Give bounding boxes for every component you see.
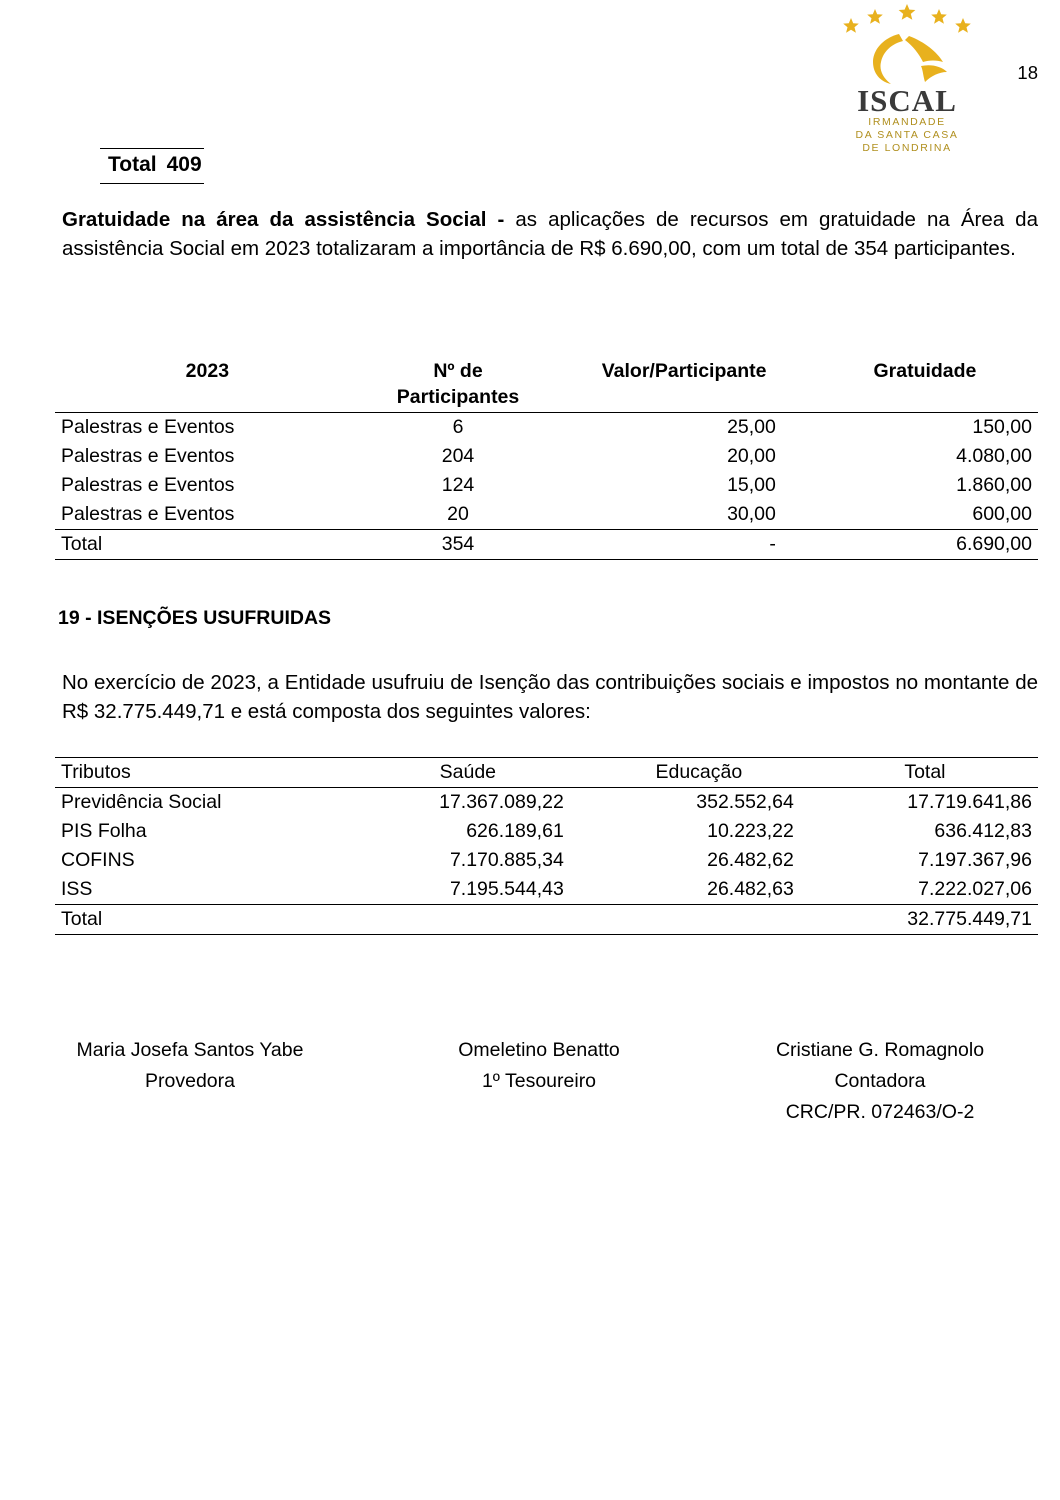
- cell-participantes: 20: [447, 503, 469, 525]
- cell-gratuidade: 150,00: [972, 416, 1032, 438]
- cell-educacao: 26.482,63: [707, 878, 794, 900]
- cell-participantes: 204: [441, 445, 475, 467]
- logo-wordmark: ISCAL: [857, 83, 957, 118]
- cell-educacao: 352.552,64: [696, 791, 794, 813]
- col-header-tributos: Tributos: [61, 761, 131, 783]
- cell-descricao: Palestras e Eventos: [61, 416, 235, 438]
- cell-saude: 17.367.089,22: [439, 791, 564, 813]
- col-header-gratuidade: Gratuidade: [873, 360, 977, 382]
- signature-role: Contadora: [834, 1070, 926, 1093]
- cell-tributo: Previdência Social: [61, 791, 222, 813]
- tributos-table: [55, 757, 1038, 935]
- col-header-valor: Valor/Participante: [601, 360, 767, 382]
- table-row: [55, 788, 1038, 818]
- col-header-educacao: Educação: [655, 761, 743, 783]
- cell-educacao: 26.482,62: [707, 849, 794, 871]
- col-header-participantes-2: Participantes: [396, 386, 520, 408]
- page-number: 18: [1017, 62, 1038, 83]
- signature-provedora: [40, 1035, 340, 1129]
- table-row: [55, 471, 1038, 500]
- signature-name: Omeletino Benatto: [458, 1039, 620, 1061]
- total-valor: -: [769, 533, 776, 555]
- table-header-row: [55, 357, 1038, 386]
- col-header-ano: 2023: [185, 360, 230, 382]
- cell-descricao: Palestras e Eventos: [61, 445, 235, 467]
- table-total-row: [55, 530, 1038, 560]
- top-total-table: [50, 148, 1038, 184]
- logo-subtitle-line2: DA SANTA CASA: [855, 129, 959, 142]
- logo-subtitle-line3: DE LONDRINA: [862, 142, 952, 155]
- cell-valor: 25,00: [727, 416, 776, 438]
- signature-name: Cristiane G. Romagnolo: [775, 1039, 985, 1061]
- total-geral: 32.775.449,71: [907, 908, 1032, 930]
- signature-contadora: [730, 1035, 1030, 1129]
- total-saude: [350, 905, 586, 935]
- total-label: Total: [61, 533, 103, 555]
- section-heading-isencoes: 19 - ISENÇÕES USUFRUIDAS: [58, 607, 332, 629]
- table-row: [55, 875, 1038, 905]
- total-participantes: 354: [441, 533, 475, 555]
- table-row: [55, 846, 1038, 875]
- total-gratuidade: 6.690,00: [956, 533, 1032, 555]
- cell-total: 7.197.367,96: [918, 849, 1032, 871]
- signature-block: [40, 1035, 1030, 1129]
- signature-tesoureiro: [414, 1035, 664, 1129]
- gratuidade-table: [55, 357, 1038, 560]
- cell-valor: 15,00: [727, 474, 776, 496]
- cell-participantes: 6: [452, 416, 464, 438]
- cell-gratuidade: 1.860,00: [956, 474, 1032, 496]
- cell-total: 7.222.027,06: [918, 878, 1032, 900]
- table-row: [55, 817, 1038, 846]
- table-row: [55, 500, 1038, 530]
- table-row: [55, 442, 1038, 471]
- cell-saude: 7.170.885,34: [449, 849, 564, 871]
- col-header-saude: Saúde: [439, 761, 497, 783]
- signature-role: 1º Tesoureiro: [481, 1070, 597, 1093]
- signature-name: Maria Josefa Santos Yabe: [76, 1039, 304, 1061]
- signature-crc: CRC/PR. 072463/O-2: [785, 1101, 975, 1124]
- cell-descricao: Palestras e Eventos: [61, 474, 235, 496]
- table-header-row-2: [55, 386, 1038, 413]
- total-label: Total: [61, 908, 103, 930]
- table-row: [55, 413, 1038, 443]
- table-row: [100, 149, 204, 184]
- cell-valor: 20,00: [727, 445, 776, 467]
- col-header-participantes: Nº de: [433, 360, 483, 382]
- cell-total: 636.412,83: [934, 820, 1032, 842]
- cell-valor: 30,00: [727, 503, 776, 525]
- col-header-total: Total: [904, 761, 946, 783]
- paragraph-gratuidade-text: as aplicações de recursos em gratuidade na Área da assistência Social em 2023 totalizaram a importância de R$ 6.690,00, com um total de 354 participantes.: [62, 208, 1038, 261]
- top-total-label: Total: [108, 153, 157, 176]
- paragraph-gratuidade-lead: Gratuidade na área da assistência Social -: [62, 208, 516, 231]
- cell-total: 17.719.641,86: [907, 791, 1032, 813]
- cell-educacao: 10.223,22: [707, 820, 794, 842]
- cell-saude: 626.189,61: [466, 820, 564, 842]
- table-header-row: [55, 758, 1038, 788]
- logo-emblem-icon: [832, 32, 982, 84]
- cell-descricao: Palestras e Eventos: [61, 503, 235, 525]
- cell-gratuidade: 4.080,00: [956, 445, 1032, 467]
- cell-tributo: ISS: [61, 878, 93, 900]
- paragraph-isencoes: No exercício de 2023, a Entidade usufruiu de Isenção das contribuições sociais e impostos no montante de R$ 32.775.449,71 e está composta dos seguintes valores:: [62, 671, 1038, 724]
- paragraph-gratuidade: [62, 205, 1038, 263]
- table-total-row: [55, 905, 1038, 935]
- cell-tributo: COFINS: [61, 849, 135, 871]
- cell-participantes: 124: [441, 474, 475, 496]
- signature-role: Provedora: [145, 1070, 235, 1093]
- logo-stars-icon: [832, 2, 982, 36]
- iscal-logo: [832, 2, 982, 155]
- page-header: [0, 0, 1060, 155]
- total-educacao: [586, 905, 812, 935]
- cell-gratuidade: 600,00: [972, 503, 1032, 525]
- cell-tributo: PIS Folha: [61, 820, 147, 842]
- cell-saude: 7.195.544,43: [449, 878, 564, 900]
- logo-subtitle-line1: IRMANDADE: [868, 116, 946, 128]
- top-total-value: 409: [166, 153, 202, 176]
